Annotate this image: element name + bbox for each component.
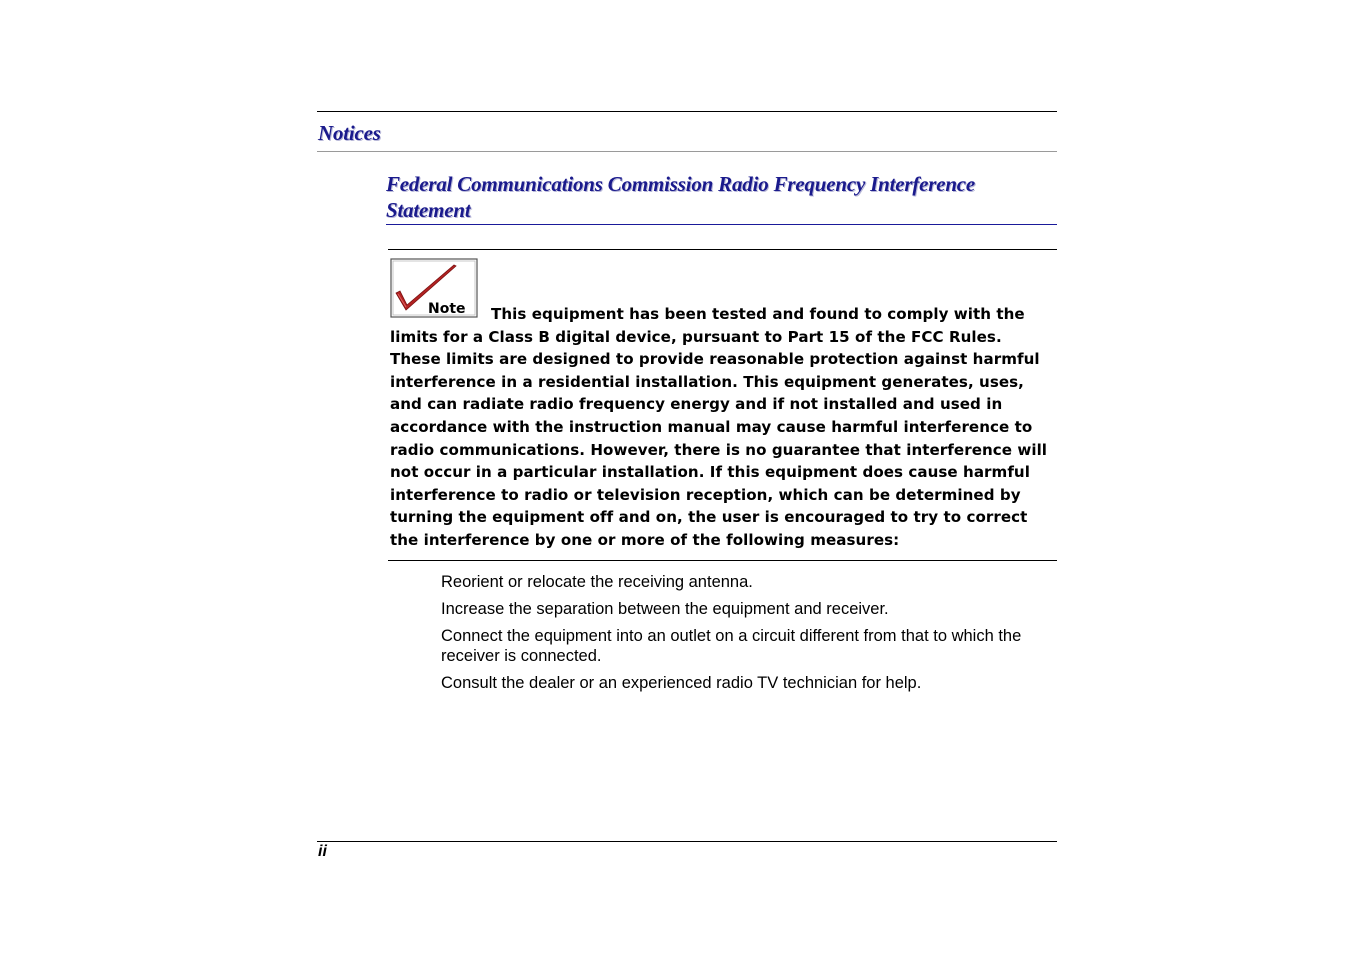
note-top-rule — [388, 249, 1057, 250]
section-title-underline — [317, 151, 1057, 152]
page-number: ii — [318, 843, 327, 860]
section-title: Notices — [318, 121, 381, 145]
footer-rule — [317, 841, 1057, 842]
list-item: Connect the equipment into an outlet on a circuit different from that to which the receiver is connected. — [441, 627, 1022, 665]
note-text: This equipment has been tested and found to comply with the limits for a Class B digital device, pursuant to Part 15 of the FCC Rules. These limits are designed to provide reasonable protection against harmful interference in a residential installation. This equipment generates, uses, and can radiate radio frequency energy and if not installed and used in accordance with the instruction manual may cause harmful interference to radio communications. However, there is no guarantee that interference will not occur in a particular installation. If this equipment does cause harmful interference to radio or television reception, which can be determined by turning the equipment off and on, the user is encouraged to try to correct the interference by one or more of the following measures: — [390, 305, 1048, 549]
subsection-title: Federal Communications Commission Radio Frequency Interference Statement — [386, 172, 976, 222]
subsection-title-underline — [386, 224, 1057, 225]
header-top-rule — [317, 111, 1057, 112]
note-icon-label: Note — [428, 301, 466, 317]
note-bottom-rule — [388, 560, 1057, 561]
list-item: Reorient or relocate the receiving antenna. — [441, 573, 753, 591]
list-item: Consult the dealer or an experienced radio TV technician for help. — [441, 674, 922, 692]
measures-list — [441, 572, 1041, 700]
list-item: Increase the separation between the equipment and receiver. — [441, 600, 889, 618]
